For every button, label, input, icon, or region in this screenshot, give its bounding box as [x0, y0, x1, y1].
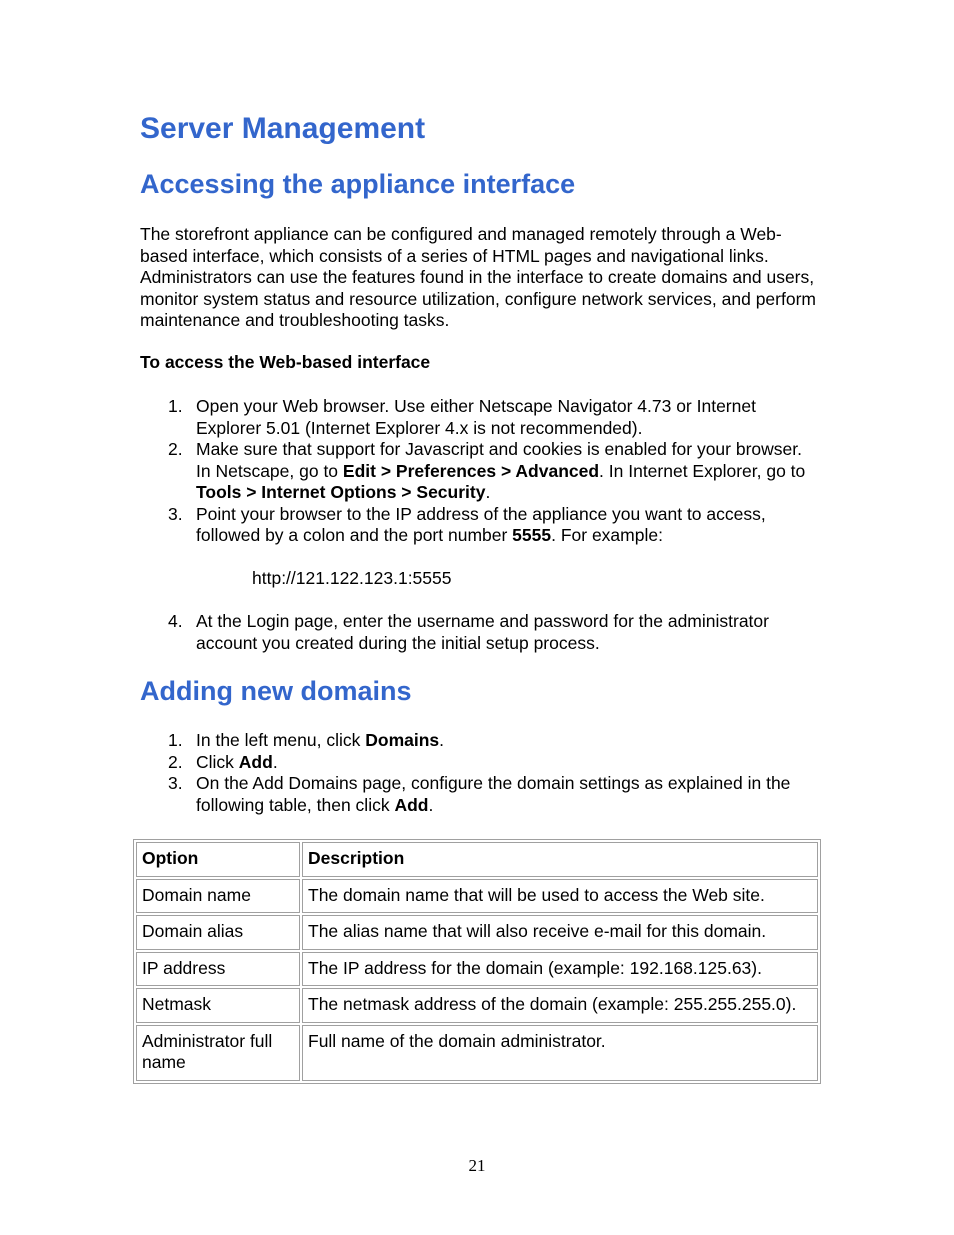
list-item: 1. In the left menu, click Domains.	[168, 730, 445, 750]
list-item: 2. Make sure that support for Javascript and cookies is enabled for your browser. In Netscape, go to Edit > Preferences > Advanced. In Internet Explorer, go to Tools > Internet Options > Security.	[168, 439, 806, 502]
step-text: Make sure that support for Javascript and cookies is enabled for your browser. In Netscape, go to	[196, 439, 802, 481]
access-steps-list-continued	[140, 611, 820, 654]
description-cell: The IP address for the domain (example: 192.168.125.63).	[302, 952, 818, 987]
description-cell: Full name of the domain administrator.	[302, 1025, 818, 1081]
table-row	[136, 879, 818, 914]
access-steps-list	[140, 396, 820, 547]
list-item: 3. Point your browser to the IP address of the appliance you want to access, followed by a colon and the port number 5555. For example:	[168, 503, 766, 545]
table-row	[136, 952, 818, 987]
step-text: Open your Web browser. Use either Netscape Navigator 4.73 or Internet Explorer 5.01 (Internet Explorer 4.x is not recommended).	[196, 396, 756, 438]
option-cell: Domain alias	[136, 915, 300, 950]
option-cell: Administrator full name	[136, 1025, 300, 1081]
intro-paragraph: The storefront appliance can be configured and managed remotely through a Web-based interface, which consists of a series of HTML pages and navigational links. Administrators can use the features found in the interface to create domains and users, monitor system status and resource utilization, configure network services, and perform maintenance and troubleshooting tasks.	[140, 224, 816, 330]
procedure-heading: To access the Web-based interface	[140, 352, 431, 372]
option-cell: Domain name	[136, 879, 300, 914]
list-item: 3. On the Add Domains page, configure the domain settings as explained in the following table, then click Add.	[168, 773, 791, 815]
table-row	[136, 915, 818, 950]
list-item: 4. At the Login page, enter the username and password for the administrator account you created during the initial setup process.	[168, 611, 769, 653]
option-cell: Netmask	[136, 988, 300, 1023]
menu-path: Edit > Preferences > Advanced	[342, 460, 600, 481]
description-cell: The domain name that will be used to access the Web site.	[302, 879, 818, 914]
step-text: On the Add Domains page, configure the domain settings as explained in the following table, then click	[196, 773, 791, 815]
domain-steps-list	[140, 730, 820, 816]
column-header: Option	[136, 842, 300, 877]
example-url: http://121.122.123.1:5555	[252, 568, 452, 588]
menu-path: Tools > Internet Options > Security	[196, 482, 486, 502]
domain-settings-table	[133, 839, 821, 1084]
section-heading-domains: Adding new domains	[140, 676, 412, 706]
list-item: 2. Click Add.	[168, 751, 278, 772]
table-row	[136, 1025, 818, 1081]
page-title: Server Management	[140, 112, 426, 145]
port-number: 5555	[512, 525, 552, 545]
description-cell: The netmask address of the domain (example: 255.255.255.0).	[302, 988, 818, 1023]
table-row	[136, 988, 818, 1023]
option-cell: IP address	[136, 952, 300, 987]
page-number: 21	[468, 1156, 486, 1175]
step-text: In the left menu, click	[196, 730, 366, 750]
step-text: At the Login page, enter the username and password for the administrator account you created during the initial setup process.	[196, 611, 769, 653]
table-header-row	[136, 842, 818, 877]
column-header: Description	[302, 842, 818, 877]
step-text: Click	[196, 751, 239, 772]
description-cell: The alias name that will also receive e-mail for this domain.	[302, 915, 818, 950]
step-text: Point your browser to the IP address of the appliance you want to access, followed by a colon and the port number	[196, 503, 766, 545]
section-heading-access: Accessing the appliance interface	[140, 169, 576, 199]
list-item: 1. Open your Web browser. Use either Netscape Navigator 4.73 or Internet Explorer 5.01 (Internet Explorer 4.x is not recommended).	[168, 396, 756, 438]
